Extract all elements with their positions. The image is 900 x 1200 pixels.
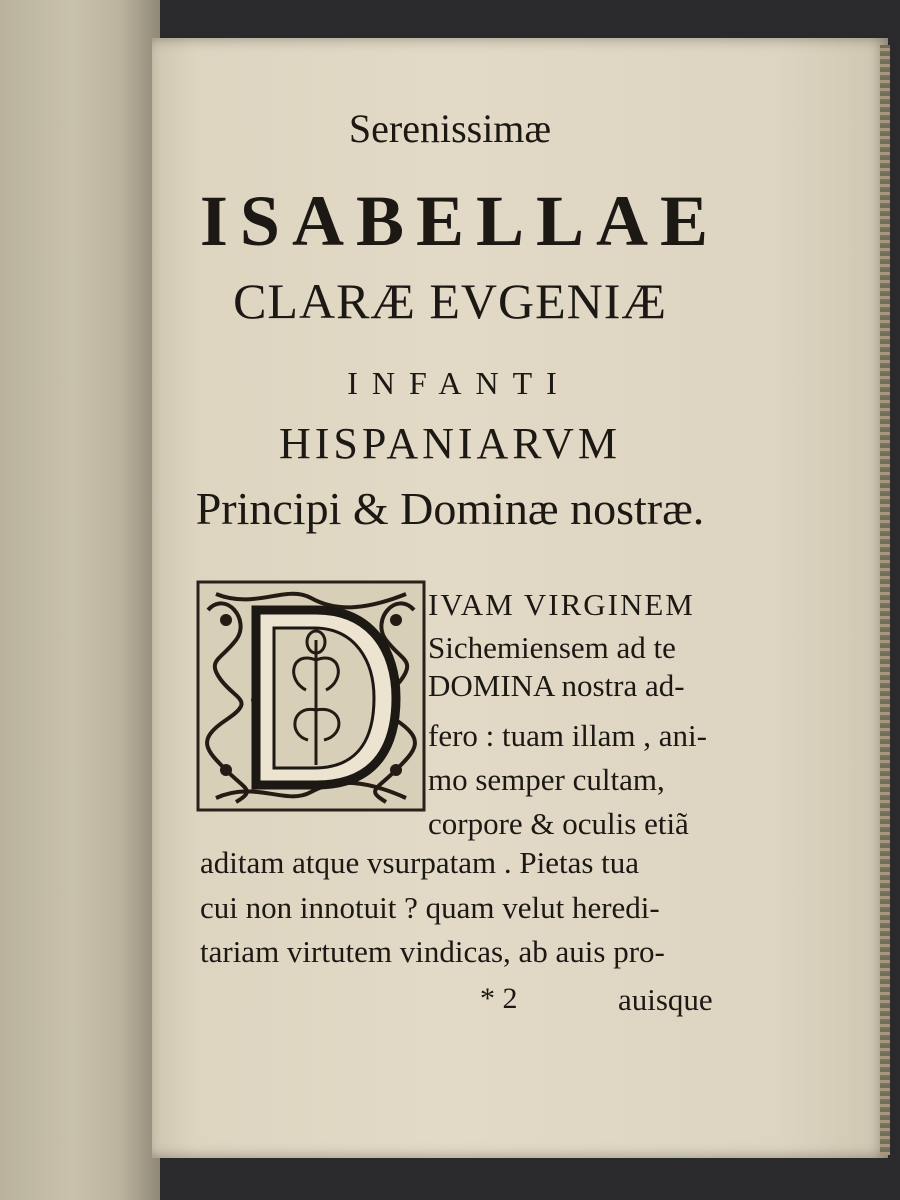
body-line-4: fero : tuam illam , ani- bbox=[428, 718, 707, 753]
heading-line-1: Serenissimæ bbox=[348, 106, 552, 151]
body-line-9: tariam virtutem vindicas, ab auis pro- bbox=[200, 934, 665, 969]
body-line-5: mo semper cultam, bbox=[428, 762, 665, 797]
heading-line-2: ISABELLAE bbox=[199, 181, 721, 261]
heading-line-5: HISPANIARVM bbox=[278, 419, 622, 468]
signature-mark: * 2 bbox=[480, 982, 518, 1015]
body-line-6: corpore & oculis etiã bbox=[428, 806, 689, 841]
body-line-1: IVAM VIRGINEM bbox=[428, 587, 695, 622]
decorated-initial-d bbox=[196, 580, 426, 812]
catchword: auisque bbox=[618, 982, 713, 1017]
body-line-7: aditam atque vsurpatam . Pietas tua bbox=[200, 845, 640, 880]
heading-line-4: INFANTI bbox=[347, 365, 571, 401]
heading-line-6: Principi & Dominæ nostræ. bbox=[195, 483, 705, 534]
body-line-3: DOMINA nostra ad- bbox=[428, 668, 685, 703]
body-line-8: cui non innotuit ? quam velut heredi- bbox=[200, 890, 660, 925]
heading-line-3: CLARÆ EVGENIÆ bbox=[233, 273, 667, 329]
body-line-2: Sichemiensem ad te bbox=[428, 630, 676, 665]
